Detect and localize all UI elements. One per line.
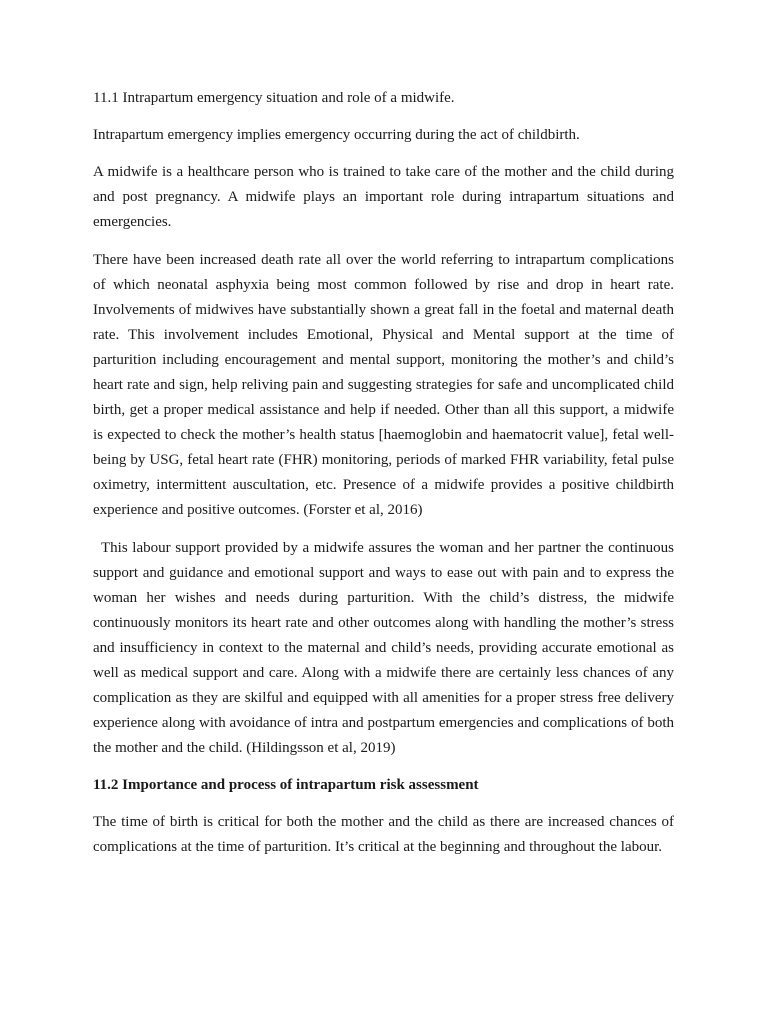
section-11-1-heading: 11.1 Intrapartum emergency situation and role of a midwife.	[93, 90, 455, 106]
time-of-birth-paragraph: The time of birth is critical for both the mother and the child as there are increased chances of complications at the time of parturition. It’s critical at the beginning and throughout the labour.	[93, 814, 674, 855]
death-rate-paragraph: There have been increased death rate all over the world referring to intrapartum complications of which neonatal asphyxia being most common followed by rise and drop in heart rate. Involvements of midwives have substantially shown a great fall in the foetal and maternal death rate. This involvement includes Emotional, Physical and Mental support at the time of parturition including encouragement and mental support, monitoring the mother’s and child’s heart rate and sign, help reliving pain and suggesting strategies for safe and uncomplicated child birth, get a proper medical assistance and help if needed. Other than all this support, a midwife is expected to check the mother’s health status [haemoglobin and haematocrit value], fetal well-being by USG, fetal heart rate (FHR) monitoring, periods of marked FHR variability, fetal pulse oximetry, intermittent auscultation, etc. Presence of a midwife provides a positive childbirth experience and positive outcomes. (Forster et al, 2016)	[93, 252, 674, 518]
midwife-intro-paragraph: A midwife is a healthcare person who is trained to take care of the mother and the child during and post pregnancy. A midwife plays an important role during intrapartum situations and emergencies.	[93, 164, 674, 230]
section-11-2-heading: 11.2 Importance and process of intrapartum risk assessment	[93, 777, 479, 793]
intrapartum-emergency-definition: Intrapartum emergency implies emergency occurring during the act of childbirth.	[93, 127, 580, 143]
labour-support-paragraph: This labour support provided by a midwife assures the woman and her partner the continuous support and guidance and emotional support and ways to ease out with pain and to express the woman her wishes and needs during parturition. With the child’s distress, the midwife continuously monitors its heart rate and other outcomes along with handling the mother’s stress and insufficiency in context to the maternal and child’s needs, providing accurate emotional as well as medical support and care. Along with a midwife there are certainly less chances of any complication as they are skilful and equipped with all amenities for a proper stress free delivery experience along with avoidance of intra and postpartum emergencies and complications of both the mother and the child. (Hildingsson et al, 2019)	[93, 540, 674, 756]
